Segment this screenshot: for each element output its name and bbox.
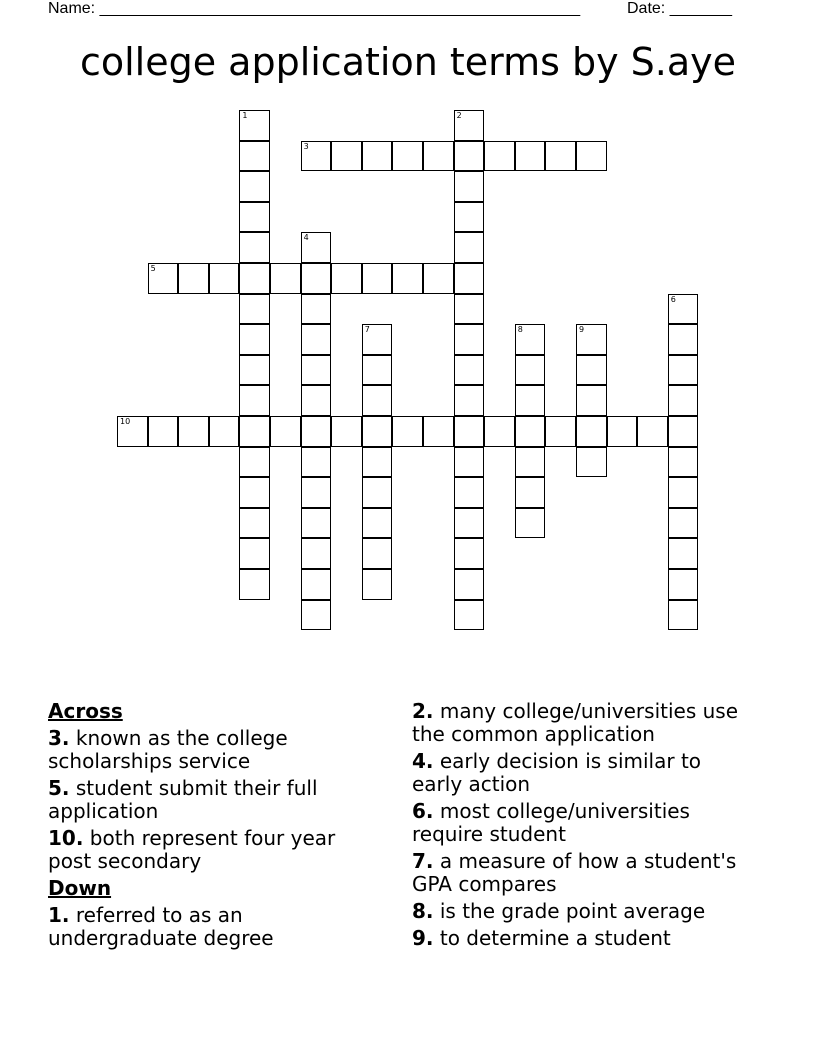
- grid-cell[interactable]: [515, 385, 546, 416]
- grid-cell[interactable]: [362, 385, 393, 416]
- grid-cell[interactable]: [301, 263, 332, 294]
- down-heading: Down: [48, 876, 112, 900]
- clues-right-column: [412, 700, 742, 954]
- grid-cell[interactable]: [301, 141, 332, 172]
- grid-cell[interactable]: [484, 141, 515, 172]
- grid-cell[interactable]: [362, 263, 393, 294]
- grid-cell[interactable]: [454, 263, 485, 294]
- grid-cell[interactable]: [454, 538, 485, 569]
- grid-cell[interactable]: [148, 416, 179, 447]
- grid-cell[interactable]: [301, 538, 332, 569]
- grid-cell[interactable]: [362, 477, 393, 508]
- grid-cell[interactable]: [362, 355, 393, 386]
- grid-cell[interactable]: [392, 141, 423, 172]
- grid-cell[interactable]: [515, 508, 546, 539]
- grid-cell[interactable]: [454, 141, 485, 172]
- clue-text: early decision is similar to early action: [412, 749, 702, 796]
- grid-cell[interactable]: [454, 294, 485, 325]
- clue-down-6: [412, 800, 742, 846]
- clue-number: 3.: [48, 726, 70, 750]
- clue-number: 1.: [48, 903, 70, 927]
- grid-cell[interactable]: [301, 600, 332, 631]
- clue-text: many college/universities use the common application: [412, 699, 738, 746]
- clues-left-column: [48, 700, 378, 954]
- grid-cell[interactable]: [454, 416, 485, 447]
- grid-cell[interactable]: [515, 416, 546, 447]
- grid-cell[interactable]: [545, 141, 576, 172]
- grid-cell[interactable]: [576, 447, 607, 478]
- clue-number: 10.: [48, 826, 84, 850]
- grid-cell[interactable]: [454, 447, 485, 478]
- grid-cell[interactable]: [301, 232, 332, 263]
- clue-text: known as the college scholarships service: [48, 726, 288, 773]
- clue-number: 7.: [412, 849, 434, 873]
- grid-cell[interactable]: [515, 324, 546, 355]
- clue-text: most college/universities require student: [412, 799, 690, 846]
- grid-cell[interactable]: [239, 110, 270, 141]
- grid-cell[interactable]: [454, 171, 485, 202]
- grid-cell[interactable]: [484, 416, 515, 447]
- clue-number-label: 6: [670, 294, 676, 304]
- name-field[interactable]: Name: ______________________________________________________: [48, 0, 581, 17]
- grid-cell[interactable]: [362, 416, 393, 447]
- grid-cell[interactable]: [515, 477, 546, 508]
- clue-text: referred to as an undergraduate degree: [48, 903, 274, 950]
- clue-number-label: 3: [303, 141, 309, 151]
- grid-cell[interactable]: [545, 416, 576, 447]
- grid-cell[interactable]: [362, 141, 393, 172]
- grid-cell[interactable]: [454, 477, 485, 508]
- grid-cell[interactable]: [239, 141, 270, 172]
- clue-down-2: [412, 700, 742, 746]
- grid-cell[interactable]: [239, 171, 270, 202]
- clue-down-1: [48, 904, 378, 950]
- grid-cell[interactable]: [576, 324, 607, 355]
- clue-text: is the grade point average: [439, 899, 706, 923]
- grid-cell[interactable]: [668, 324, 699, 355]
- clue-text: both represent four year post secondary: [48, 826, 336, 873]
- grid-cell[interactable]: [515, 447, 546, 478]
- clue-number-label: 8: [517, 325, 523, 335]
- grid-cell[interactable]: [576, 385, 607, 416]
- page-title: college application terms by S.aye: [79, 40, 737, 84]
- grid-cell[interactable]: [239, 569, 270, 600]
- grid-cell[interactable]: [454, 385, 485, 416]
- grid-cell[interactable]: [668, 355, 699, 386]
- grid-cell[interactable]: [331, 141, 362, 172]
- grid-cell[interactable]: [454, 600, 485, 631]
- date-field[interactable]: Date: _______: [627, 0, 732, 17]
- grid-cell[interactable]: [301, 477, 332, 508]
- grid-cell[interactable]: [668, 385, 699, 416]
- clue-number: 9.: [412, 926, 434, 950]
- clue-across-10: [48, 827, 378, 873]
- grid-cell[interactable]: [301, 294, 332, 325]
- grid-cell[interactable]: [454, 508, 485, 539]
- grid-cell[interactable]: [668, 538, 699, 569]
- grid-cell[interactable]: [178, 416, 209, 447]
- grid-cell[interactable]: [362, 447, 393, 478]
- grid-cell[interactable]: [423, 416, 454, 447]
- grid-cell[interactable]: [148, 263, 179, 294]
- grid-cell[interactable]: [637, 416, 668, 447]
- grid-cell[interactable]: [576, 355, 607, 386]
- grid-cell[interactable]: [392, 263, 423, 294]
- grid-cell[interactable]: [392, 416, 423, 447]
- grid-cell[interactable]: [576, 416, 607, 447]
- grid-cell[interactable]: [423, 141, 454, 172]
- grid-cell[interactable]: [239, 508, 270, 539]
- grid-cell[interactable]: [331, 416, 362, 447]
- grid-cell[interactable]: [576, 141, 607, 172]
- clue-down-9: [412, 927, 742, 950]
- clue-number: 6.: [412, 799, 434, 823]
- grid-cell[interactable]: [454, 232, 485, 263]
- clue-number-label: 4: [303, 233, 309, 243]
- grid-cell[interactable]: [362, 538, 393, 569]
- grid-cell[interactable]: [209, 416, 240, 447]
- grid-cell[interactable]: [362, 569, 393, 600]
- grid-cell[interactable]: [301, 569, 332, 600]
- grid-cell[interactable]: [239, 324, 270, 355]
- grid-cell[interactable]: [117, 416, 148, 447]
- grid-cell[interactable]: [270, 263, 301, 294]
- clue-across-3: [48, 727, 378, 773]
- grid-cell[interactable]: [239, 355, 270, 386]
- grid-cell[interactable]: [239, 294, 270, 325]
- grid-cell[interactable]: [301, 324, 332, 355]
- grid-cell[interactable]: [209, 263, 240, 294]
- clue-text: to determine a student: [439, 926, 671, 950]
- grid-cell[interactable]: [301, 508, 332, 539]
- grid-cell[interactable]: [454, 202, 485, 233]
- grid-cell[interactable]: [454, 110, 485, 141]
- grid-cell[interactable]: [454, 569, 485, 600]
- grid-cell[interactable]: [239, 416, 270, 447]
- clue-number: 5.: [48, 776, 70, 800]
- clue-number-label: 1: [242, 111, 248, 120]
- grid-cell[interactable]: [239, 232, 270, 263]
- grid-cell[interactable]: [239, 263, 270, 294]
- clue-number-label: 5: [150, 264, 156, 273]
- clue-across-5: [48, 777, 378, 823]
- grid-cell[interactable]: [607, 416, 638, 447]
- clue-number-label: 2: [456, 111, 462, 120]
- grid-cell[interactable]: [668, 600, 699, 631]
- grid-cell[interactable]: [239, 538, 270, 569]
- grid-cell[interactable]: [454, 324, 485, 355]
- clue-number-label: 7: [364, 325, 370, 335]
- grid-cell[interactable]: [239, 447, 270, 478]
- grid-cell[interactable]: [239, 385, 270, 416]
- grid-cell[interactable]: [668, 569, 699, 600]
- clue-number: 2.: [412, 699, 434, 723]
- grid-cell[interactable]: [454, 355, 485, 386]
- clue-text: student submit their full application: [48, 776, 318, 823]
- grid-cell[interactable]: [301, 355, 332, 386]
- grid-cell[interactable]: [515, 141, 546, 172]
- grid-cell[interactable]: [239, 477, 270, 508]
- clue-number-label: 9: [579, 325, 585, 335]
- clue-down-7: [412, 850, 742, 896]
- grid-cell[interactable]: [668, 508, 699, 539]
- grid-cell[interactable]: [668, 447, 699, 478]
- grid-cell[interactable]: [362, 324, 393, 355]
- grid-cell[interactable]: [301, 447, 332, 478]
- grid-cell[interactable]: [239, 202, 270, 233]
- grid-cell[interactable]: [515, 355, 546, 386]
- grid-cell[interactable]: [668, 294, 699, 325]
- grid-cell[interactable]: [362, 508, 393, 539]
- clue-text: a measure of how a student's GPA compares: [412, 849, 737, 896]
- grid-cell[interactable]: [178, 263, 209, 294]
- clue-down-8: [412, 900, 742, 923]
- grid-cell[interactable]: [668, 477, 699, 508]
- grid-cell[interactable]: [301, 416, 332, 447]
- clue-down-4: [412, 750, 742, 796]
- across-heading: Across: [48, 699, 123, 723]
- clue-number: 8.: [412, 899, 434, 923]
- grid-cell[interactable]: [301, 385, 332, 416]
- grid-cell[interactable]: [331, 263, 362, 294]
- grid-cell[interactable]: [423, 263, 454, 294]
- grid-cell[interactable]: [270, 416, 301, 447]
- clue-number: 4.: [412, 749, 434, 773]
- grid-cell[interactable]: [668, 416, 699, 447]
- clue-number-label: 10: [120, 417, 131, 426]
